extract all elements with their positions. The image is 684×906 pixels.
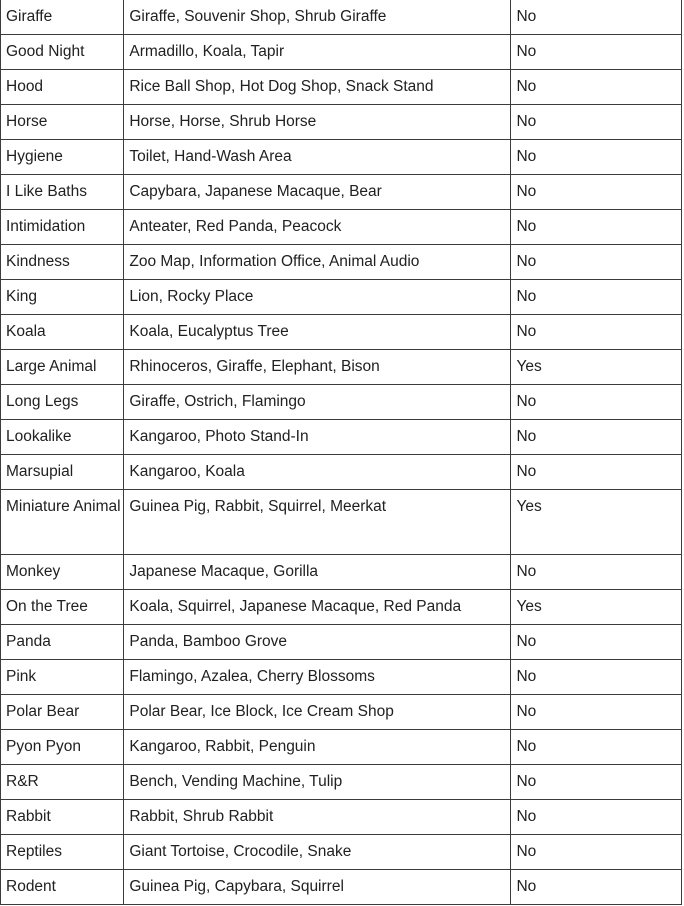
theme-cell: Koala — [1, 315, 124, 350]
flag-cell: No — [511, 105, 682, 140]
items-cell: Zoo Map, Information Office, Animal Audio — [124, 245, 511, 280]
items-cell: Horse, Horse, Shrub Horse — [124, 105, 511, 140]
theme-cell: Intimidation — [1, 210, 124, 245]
theme-cell: Giraffe — [1, 0, 124, 35]
table-row — [1, 210, 682, 245]
flag-cell: No — [511, 835, 682, 870]
theme-cell: King — [1, 280, 124, 315]
flag-cell: No — [511, 280, 682, 315]
flag-cell: Yes — [511, 490, 682, 555]
items-cell: Flamingo, Azalea, Cherry Blossoms — [124, 660, 511, 695]
theme-cell: Horse — [1, 105, 124, 140]
flag-cell: No — [511, 420, 682, 455]
table-row — [1, 315, 682, 350]
theme-cell: Good Night — [1, 35, 124, 70]
items-cell: Toilet, Hand-Wash Area — [124, 140, 511, 175]
flag-cell: No — [511, 555, 682, 590]
items-cell: Panda, Bamboo Grove — [124, 625, 511, 660]
theme-cell: Rabbit — [1, 800, 124, 835]
items-cell: Capybara, Japanese Macaque, Bear — [124, 175, 511, 210]
theme-cell: On the Tree — [1, 590, 124, 625]
flag-cell: No — [511, 625, 682, 660]
table-row — [1, 70, 682, 105]
flag-cell: No — [511, 140, 682, 175]
table-row — [1, 835, 682, 870]
theme-cell: Long Legs — [1, 385, 124, 420]
table-row — [1, 280, 682, 315]
flag-cell: No — [511, 455, 682, 490]
theme-cell: Marsupial — [1, 455, 124, 490]
items-cell: Kangaroo, Rabbit, Penguin — [124, 730, 511, 765]
table-row — [1, 695, 682, 730]
theme-cell: I Like Baths — [1, 175, 124, 210]
theme-cell: Polar Bear — [1, 695, 124, 730]
items-cell: Rabbit, Shrub Rabbit — [124, 800, 511, 835]
table-row — [1, 0, 682, 35]
flag-cell: No — [511, 385, 682, 420]
table-row — [1, 420, 682, 455]
items-cell: Armadillo, Koala, Tapir — [124, 35, 511, 70]
items-cell: Guinea Pig, Capybara, Squirrel — [124, 870, 511, 905]
theme-cell: Large Animal — [1, 350, 124, 385]
theme-table-body — [1, 0, 682, 905]
theme-cell: Kindness — [1, 245, 124, 280]
flag-cell: No — [511, 35, 682, 70]
theme-cell: Hood — [1, 70, 124, 105]
table-row — [1, 385, 682, 420]
theme-cell: Hygiene — [1, 140, 124, 175]
flag-cell: No — [511, 800, 682, 835]
flag-cell: No — [511, 175, 682, 210]
table-row — [1, 350, 682, 385]
table-row — [1, 800, 682, 835]
table-row — [1, 490, 682, 555]
flag-cell: No — [511, 70, 682, 105]
items-cell: Anteater, Red Panda, Peacock — [124, 210, 511, 245]
flag-cell: No — [511, 245, 682, 280]
items-cell: Koala, Eucalyptus Tree — [124, 315, 511, 350]
items-cell: Guinea Pig, Rabbit, Squirrel, Meerkat — [124, 490, 511, 555]
table-row — [1, 870, 682, 905]
theme-cell: Monkey — [1, 555, 124, 590]
items-cell: Koala, Squirrel, Japanese Macaque, Red Panda — [124, 590, 511, 625]
items-cell: Rice Ball Shop, Hot Dog Shop, Snack Stand — [124, 70, 511, 105]
flag-cell: No — [511, 210, 682, 245]
table-row — [1, 35, 682, 70]
theme-cell: R&R — [1, 765, 124, 800]
theme-cell: Pink — [1, 660, 124, 695]
items-cell: Giraffe, Ostrich, Flamingo — [124, 385, 511, 420]
flag-cell: No — [511, 695, 682, 730]
theme-cell: Lookalike — [1, 420, 124, 455]
theme-cell: Rodent — [1, 870, 124, 905]
items-cell: Giant Tortoise, Crocodile, Snake — [124, 835, 511, 870]
table-row — [1, 660, 682, 695]
flag-cell: No — [511, 765, 682, 800]
items-cell: Kangaroo, Koala — [124, 455, 511, 490]
table-row — [1, 590, 682, 625]
table-row — [1, 245, 682, 280]
flag-cell: No — [511, 730, 682, 765]
flag-cell: No — [511, 315, 682, 350]
items-cell: Rhinoceros, Giraffe, Elephant, Bison — [124, 350, 511, 385]
table-row — [1, 555, 682, 590]
table-row — [1, 730, 682, 765]
items-cell: Japanese Macaque, Gorilla — [124, 555, 511, 590]
table-row — [1, 625, 682, 660]
theme-cell: Panda — [1, 625, 124, 660]
theme-cell: Reptiles — [1, 835, 124, 870]
flag-cell: Yes — [511, 350, 682, 385]
items-cell: Bench, Vending Machine, Tulip — [124, 765, 511, 800]
theme-cell: Pyon Pyon — [1, 730, 124, 765]
items-cell: Polar Bear, Ice Block, Ice Cream Shop — [124, 695, 511, 730]
table-row — [1, 765, 682, 800]
items-cell: Kangaroo, Photo Stand-In — [124, 420, 511, 455]
table-row — [1, 455, 682, 490]
flag-cell: No — [511, 0, 682, 35]
table-row — [1, 175, 682, 210]
flag-cell: Yes — [511, 590, 682, 625]
flag-cell: No — [511, 870, 682, 905]
table-row — [1, 140, 682, 175]
table-row — [1, 105, 682, 140]
items-cell: Giraffe, Souvenir Shop, Shrub Giraffe — [124, 0, 511, 35]
theme-cell: Miniature Animal — [1, 490, 124, 555]
flag-cell: No — [511, 660, 682, 695]
items-cell: Lion, Rocky Place — [124, 280, 511, 315]
